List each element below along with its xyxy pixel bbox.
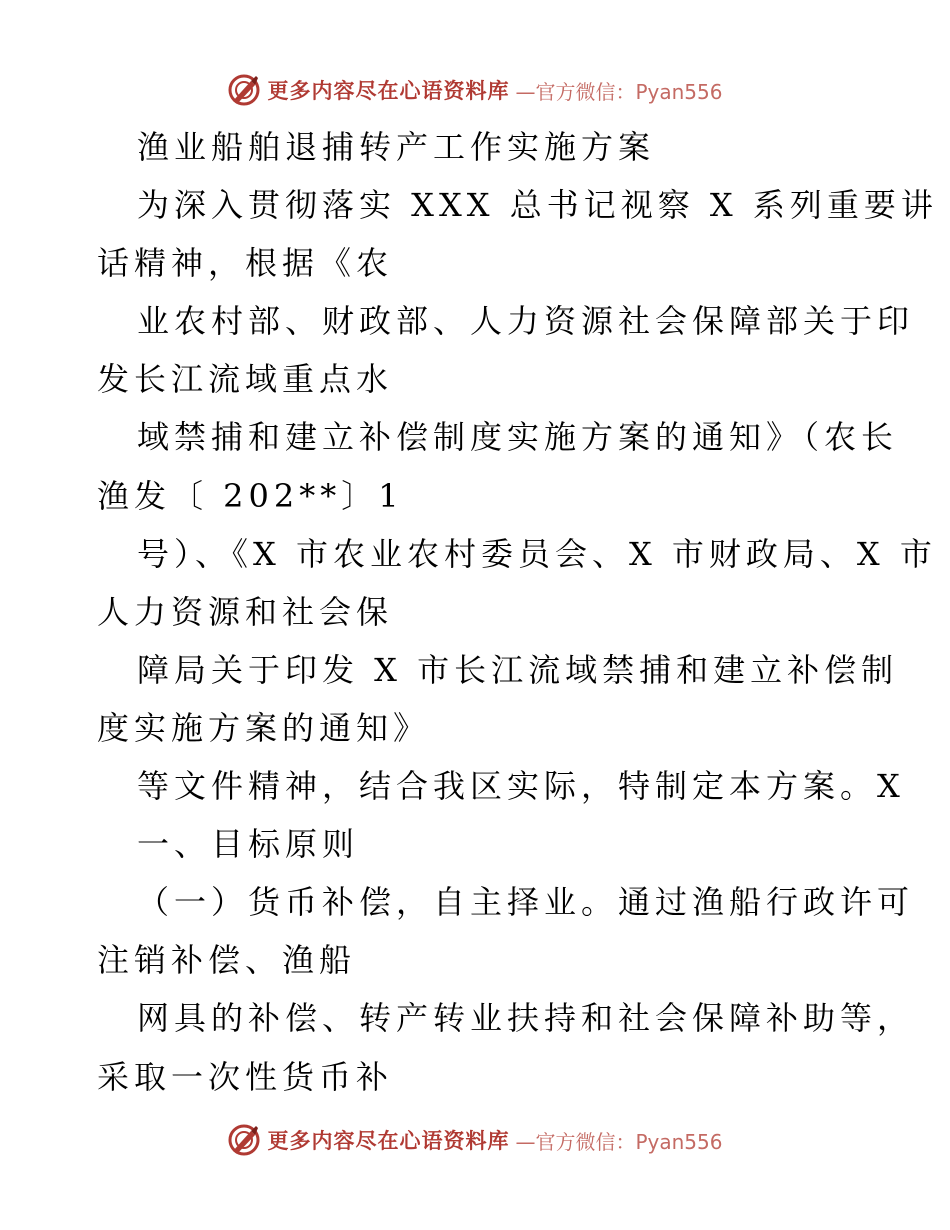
banner-contact: —官方微信：Pyan556: [515, 1129, 723, 1154]
pen-logo-icon: [227, 73, 261, 107]
document-line: 网具的补偿、转产转业扶持和社会保障补助等，: [137, 999, 915, 1038]
document-line: （一）货币补偿，自主择业。通过渔船行政许可: [137, 883, 915, 922]
document-line: 采取一次性货币补: [97, 1057, 394, 1096]
document-line: 障局关于印发 X 市长江流域禁捕和建立补偿制: [137, 650, 899, 689]
footer-banner: [0, 1120, 950, 1160]
pen-logo-icon: [227, 1123, 261, 1157]
document-line: 号）、《X 市农业农村委员会、X 市财政局、X 市: [137, 534, 937, 573]
document-line: 等文件精神，结合我区实际，特制定本方案。X: [137, 767, 905, 806]
banner-text: 更多内容尽在心语资料库: [267, 1128, 510, 1153]
header-banner: [0, 70, 950, 110]
document-line: 发长江流域重点水: [97, 360, 394, 399]
banner-contact: —官方微信：Pyan556: [515, 79, 723, 104]
document-line: 业农村部、财政部、人力资源社会保障部关于印: [137, 302, 915, 341]
document-line: 为深入贯彻落实 XXX 总书记视察 X 系列重要讲: [137, 186, 938, 225]
document-line: 注销补偿、渔船: [97, 941, 357, 980]
document-line: 域禁捕和建立补偿制度实施方案的通知》（农长: [137, 418, 899, 457]
banner-text: 更多内容尽在心语资料库: [267, 78, 510, 103]
document-line: 话精神，根据《农: [97, 244, 394, 283]
document-line: 渔业船舶退捕转产工作实施方案: [137, 128, 656, 166]
document-body: [97, 118, 938, 1106]
document-line: 度实施方案的通知》: [97, 708, 431, 747]
document-line: 一、目标原则: [137, 825, 360, 864]
document-line: 人力资源和社会保: [97, 592, 394, 631]
document-line: 渔发〔 202**〕1: [97, 476, 404, 515]
